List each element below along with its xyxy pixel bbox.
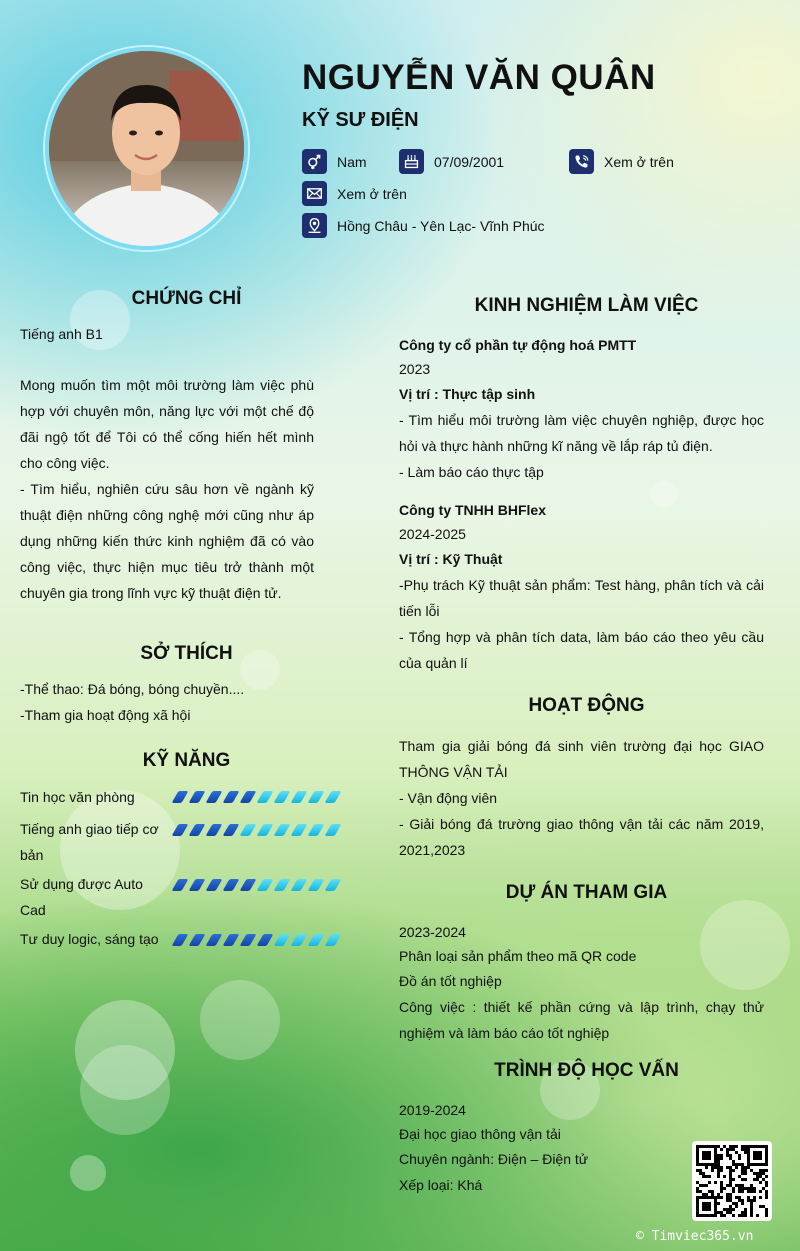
skill-segment xyxy=(308,934,325,946)
bokeh xyxy=(80,1045,170,1135)
job-position: Vị trí : Kỹ Thuật xyxy=(399,551,503,567)
phone-value: Xem ở trên xyxy=(604,153,674,170)
qr-code xyxy=(692,1141,772,1221)
mail-icon xyxy=(302,181,327,206)
gender-info xyxy=(302,149,367,174)
education-rank: Xếp loại: Khá xyxy=(399,1177,483,1193)
skill-segment xyxy=(274,824,291,836)
gender-value: Nam xyxy=(337,153,367,170)
project-period: 2023-2024 xyxy=(399,924,466,940)
skill-segment xyxy=(291,791,308,803)
skill-segment xyxy=(274,879,291,891)
skill-segment xyxy=(291,824,308,836)
skill-segment xyxy=(325,824,342,836)
certificates-heading: CHỨNG CHỈ xyxy=(131,288,242,309)
skill-segment xyxy=(274,934,291,946)
job-period: 2023 xyxy=(399,361,431,377)
skill-segment xyxy=(325,879,342,891)
skill-segment xyxy=(274,791,291,803)
bokeh xyxy=(200,980,280,1060)
experience-heading: KINH NGHIỆM LÀM VIỆC xyxy=(474,295,699,316)
skill-segment xyxy=(308,824,325,836)
birthday-value: 07/09/2001 xyxy=(434,153,505,170)
job-position: Vị trí : Thực tập sinh xyxy=(399,386,536,402)
skill-segment xyxy=(240,791,257,803)
career-goal: - Tìm hiểu, nghiên cứu sâu hơn về ngành kỹ thuật điện những công nghệ mới cũng như áp dụng những kiến thức kinh nghiệm đã có vào công việc, thực hiện mục tiêu trở thành một chuyên gia trong lĩnh vực kỹ thuật điện tử. xyxy=(20,481,314,601)
avatar xyxy=(45,47,248,250)
skill-segment xyxy=(189,824,206,836)
cake-icon xyxy=(399,149,424,174)
skill-segment xyxy=(206,791,223,803)
skill-segment xyxy=(223,879,240,891)
activity-line: Tham gia giải bóng đá sinh viên trường đại học GIAO THÔNG VẬN TẢI xyxy=(399,738,764,780)
address-value: Hồng Châu - Yên Lạc- Vĩnh Phúc xyxy=(337,217,545,234)
skill-segment xyxy=(257,791,274,803)
skill-segment xyxy=(240,934,257,946)
skill-segment xyxy=(240,879,257,891)
skill-segment xyxy=(240,824,257,836)
job-description: -Phụ trách Kỹ thuật sản phẩm: Test hàng, phân tích và cải tiến lỗi xyxy=(399,577,764,619)
location-icon xyxy=(302,213,327,238)
certificate-item: Tiếng anh B1 xyxy=(20,326,103,342)
activity-line: - Giải bóng đá trường giao thông vận tải các năm 2019, 2021,2023 xyxy=(399,816,764,858)
email-value: Xem ở trên xyxy=(337,185,407,202)
project-name: Phân loại sản phẩm theo mã QR code xyxy=(399,948,637,964)
skill-segment xyxy=(257,934,274,946)
skill-bar xyxy=(175,824,345,836)
address-info xyxy=(302,213,545,238)
watermark: © Timviec365.vn xyxy=(636,1229,754,1244)
skill-segment xyxy=(189,879,206,891)
skill-segment xyxy=(172,824,189,836)
skill-segment xyxy=(257,879,274,891)
gender-icon xyxy=(302,149,327,174)
job-company: Công ty cổ phần tự động hoá PMTT xyxy=(399,337,637,353)
job-description: - Tổng hợp và phân tích data, làm báo cáo theo yêu cầu của quản lí xyxy=(399,629,764,671)
qr-code-icon xyxy=(692,1141,772,1221)
skill-segment xyxy=(325,934,342,946)
skill-segment xyxy=(291,879,308,891)
skill-bar xyxy=(175,791,345,803)
candidate-name: NGUYỄN VĂN QUÂN xyxy=(302,58,656,97)
skills-heading: KỸ NĂNG xyxy=(142,750,231,771)
skill-segment xyxy=(206,824,223,836)
skill-segment xyxy=(189,934,206,946)
activity-line: - Vận động viên xyxy=(399,790,498,806)
skill-bar xyxy=(175,934,345,946)
job-period: 2024-2025 xyxy=(399,526,466,542)
education-major: Chuyên ngành: Điện – Điện tử xyxy=(399,1151,589,1167)
phone-icon xyxy=(569,149,594,174)
skill-segment xyxy=(223,934,240,946)
phone-info xyxy=(569,149,674,174)
project-description: Công việc : thiết kế phần cứng và lập trình, chạy thử nghiệm và làm báo cáo tốt nghiệp xyxy=(399,999,764,1041)
skill-segment xyxy=(308,791,325,803)
skill-segment xyxy=(206,879,223,891)
skill-segment xyxy=(172,879,189,891)
job-description: - Tìm hiểu môi trường làm việc chuyên nghiệp, được học hỏi và thực hành những kĩ năng về lắp ráp tủ điện. xyxy=(399,412,764,454)
skill-segment xyxy=(189,791,206,803)
career-objective: Mong muốn tìm một môi trường làm việc phù hợp với chuyên môn, năng lực với một chế độ đãi ngộ tốt để Tôi có thể cống hiến hết mình cho công việc. xyxy=(20,377,314,471)
job-description: - Làm báo cáo thực tập xyxy=(399,464,544,480)
skill-segment xyxy=(325,791,342,803)
skill-segment xyxy=(257,824,274,836)
skill-segment xyxy=(206,934,223,946)
job-company: Công ty TNHH BHFlex xyxy=(399,502,546,518)
skill-name: Sử dụng được Auto Cad xyxy=(20,876,143,918)
projects-heading: DỰ ÁN THAM GIA xyxy=(505,882,668,903)
skill-segment xyxy=(172,791,189,803)
skill-name: Tiếng anh giao tiếp cơ bản xyxy=(20,821,159,863)
bokeh xyxy=(70,1155,106,1191)
skill-segment xyxy=(291,934,308,946)
education-period: 2019-2024 xyxy=(399,1102,466,1118)
skill-segment xyxy=(308,879,325,891)
project-subtitle: Đồ án tốt nghiệp xyxy=(399,973,502,989)
skill-bar xyxy=(175,879,345,891)
birthday-info xyxy=(399,149,504,174)
skill-segment xyxy=(172,934,189,946)
hobby-item: -Tham gia hoạt động xã hội xyxy=(20,707,191,723)
email-info xyxy=(302,181,407,206)
education-heading: TRÌNH ĐỘ HỌC VẤN xyxy=(494,1060,679,1081)
skill-name: Tin học văn phòng xyxy=(20,789,135,805)
hobby-item: -Thể thao: Đá bóng, bóng chuyền.... xyxy=(20,681,245,697)
skill-segment xyxy=(223,824,240,836)
skill-name: Tư duy logic, sáng tạo xyxy=(20,931,159,947)
activities-heading: HOẠT ĐỘNG xyxy=(528,695,645,716)
avatar-illustration xyxy=(49,51,244,246)
job-title: KỸ SƯ ĐIỆN xyxy=(302,109,419,131)
education-school: Đại học giao thông vận tải xyxy=(399,1126,561,1142)
hobbies-heading: SỞ THÍCH xyxy=(140,643,233,664)
skill-segment xyxy=(223,791,240,803)
